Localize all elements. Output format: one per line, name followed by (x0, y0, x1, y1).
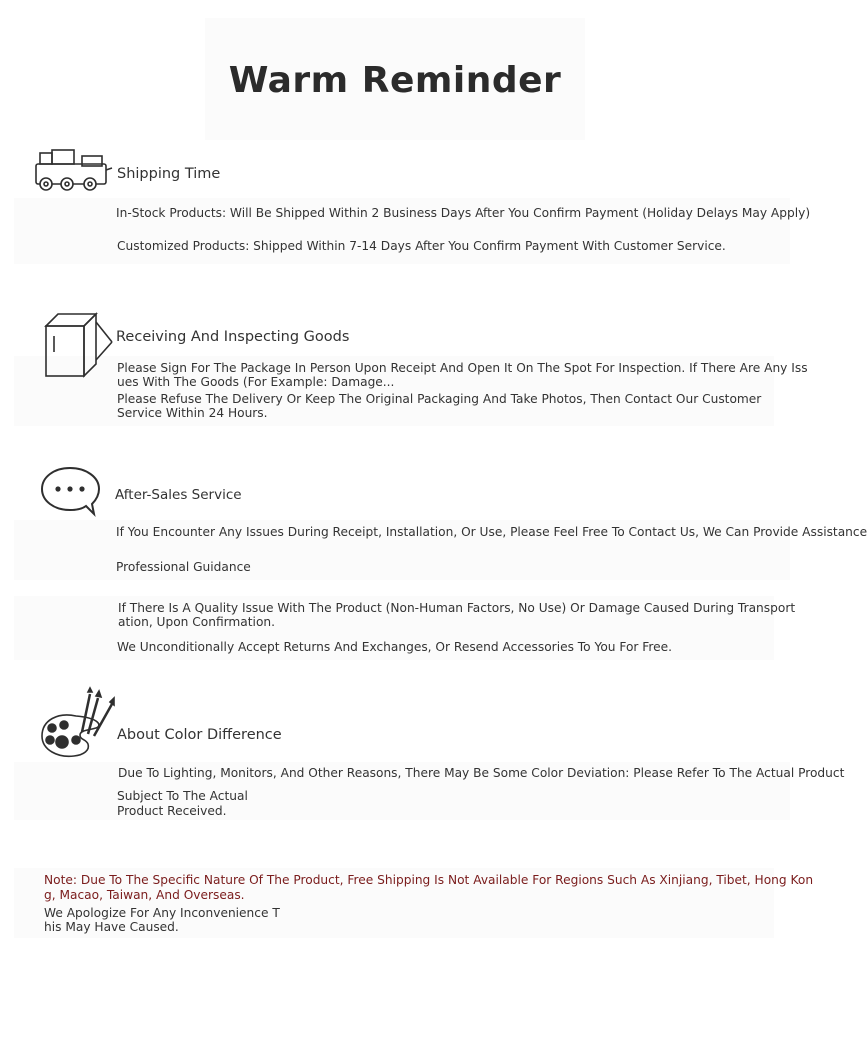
receiving-para2-line2: Service Within 24 Hours. (117, 406, 268, 420)
chat-bubble-icon (40, 466, 104, 518)
shipping-instock-text: In-Stock Products: Will Be Shipped Within 2 Business Days After You Confirm Payment (Holiday Delays May Apply) (116, 206, 811, 220)
color-subject-text: Subject To The Actual (117, 789, 248, 803)
note-line1: Note: Due To The Specific Nature Of The Product, Free Shipping Is Not Available For Regions Such As Xinjiang, Tibet, Hong Kon (44, 873, 814, 887)
receiving-para1-line1: Please Sign For The Package In Person Upon Receipt And Open It On The Spot For Inspection. If There Are Any Iss (117, 361, 808, 375)
box-icon (42, 312, 114, 384)
after-sales-quality-line1: If There Is A Quality Issue With The Product (Non-Human Factors, No Use) Or Damage Caused During Transport (118, 601, 796, 615)
receiving-para2-line1: Please Refuse The Delivery Or Keep The Original Packaging And Take Photos, Then Contact Our Customer (117, 392, 762, 406)
color-heading: About Color Difference (117, 727, 282, 743)
color-received-text: Product Received. (117, 804, 227, 818)
apology-line1: We Apologize For Any Inconvenience T (44, 906, 280, 920)
shipping-heading: Shipping Time (117, 166, 221, 182)
truck-icon (34, 148, 114, 194)
color-deviation-text: Due To Lighting, Monitors, And Other Reasons, There May Be Some Color Deviation: Please Refer To The Actual Product (118, 766, 845, 780)
page-title: Warm Reminder (228, 60, 562, 101)
after-sales-returns-text: We Unconditionally Accept Returns And Exchanges, Or Resend Accessories To You For Free. (117, 640, 673, 654)
apology-line2: his May Have Caused. (44, 920, 179, 934)
receiving-heading: Receiving And Inspecting Goods (116, 329, 350, 345)
receiving-para1-line2: ues With The Goods (For Example: Damage... (117, 375, 395, 389)
after-sales-heading: After-Sales Service (115, 487, 242, 503)
after-sales-quality-line2: ation, Upon Confirmation. (118, 615, 275, 629)
after-sales-contact-text: If You Encounter Any Issues During Receipt, Installation, Or Use, Please Feel Free To Contact Us, We Can Provide Assistance (116, 525, 867, 539)
palette-icon (40, 688, 116, 760)
after-sales-guidance-text: Professional Guidance (116, 560, 251, 574)
shipping-customized-text: Customized Products: Shipped Within 7-14 Days After You Confirm Payment With Customer Service. (117, 239, 726, 253)
note-line2: g, Macao, Taiwan, And Overseas. (44, 888, 245, 902)
